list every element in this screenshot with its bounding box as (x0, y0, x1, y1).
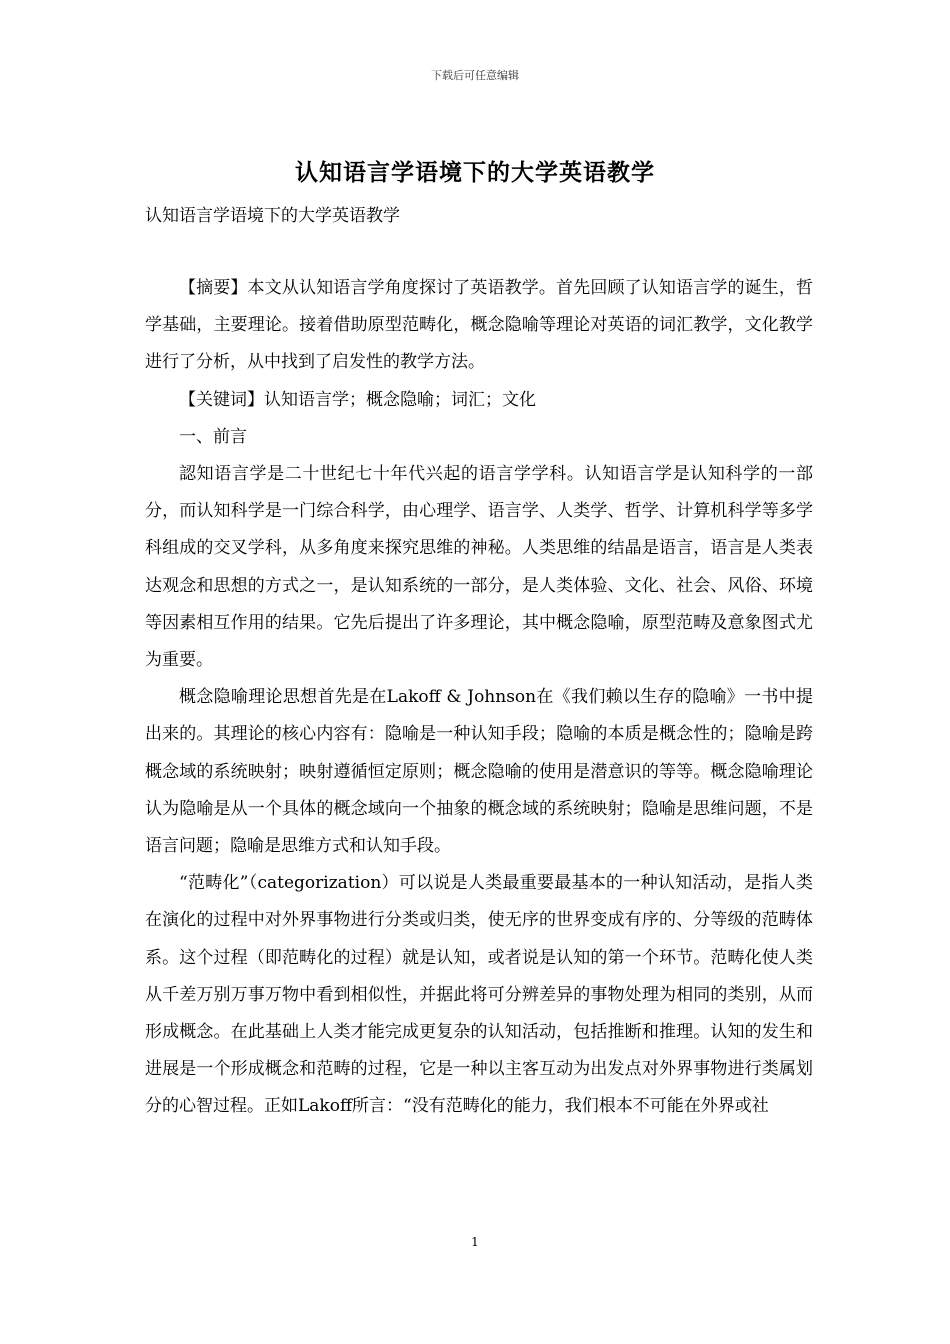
section-heading: 一、前言 (179, 426, 247, 447)
abstract-paragraph: 【摘要】本文从认知语言学角度探讨了英语教学。首先回顾了认知语言学的诞生，哲学基础，主要理论。接着借助原型范畴化，概念隐喻等理论对英语的词汇教学，文化教学进行了分析，从中找到了启发性的教学方法。 (145, 278, 813, 373)
body-paragraph: “范畴化”（categorization）可以说是人类最重要最基本的一种认知活动，是指人类在演化的过程中对外界事物进行分类或归类，使无序的世界变成有序的、分等级的范畴体系。这个过程（即范畴化的过程）就是认知，或者说是认知的第一个环节。范畴化使人类从千差万别万事万物中看到相似性，并据此将可分辨差异的事物处理为相同的类别，从而形成概念。在此基础上人类才能完成更复杂的认知活动，包括推断和推理。认知的发生和进展是一个形成概念和范畴的过程，它是一种以主客互动为出发点对外界事物进行类属划分的心智过程。正如Lakoff所言：“没有范畴化的能力，我们根本不可能在外界或社 (145, 873, 813, 1117)
document-body (145, 270, 813, 1126)
document-subtitle: 认知语言学语境下的大学英语教学 (145, 206, 400, 226)
page-header: 下载后可任意编辑 (431, 69, 519, 82)
page-number: 1 (471, 1235, 479, 1249)
document-title: 认知语言学语境下的大学英语教学 (295, 159, 655, 186)
body-paragraph: 概念隐喻理论思想首先是在Lakoff & Johnson在《我们赖以生存的隐喻》一书中提出来的。其理论的核心内容有：隐喻是一种认知手段；隐喻的本质是概念性的；隐喻是跨概念域的系统映射；映射遵循恒定原则；概念隐喻的使用是潜意识的等等。概念隐喻理论认为隐喻是从一个具体的概念域向一个抽象的概念域的系统映射；隐喻是思维问题，不是语言问题；隐喻是思维方式和认知手段。 (145, 687, 813, 857)
body-paragraph: 認知语言学是二十世纪七十年代兴起的语言学学科。认知语言学是认知科学的一部分，而认知科学是一门综合科学，由心理学、语言学、人类学、哲学、计算机科学等多学科组成的交叉学科，从多角度来探究思维的神秘。人类思维的结晶是语言，语言是人类表达观念和思想的方式之一，是认知系统的一部分，是人类体验、文化、社会、风俗、环境等因素相互作用的结果。它先后提出了许多理论，其中概念隐喻，原型范畴及意象图式尤为重要。 (145, 464, 813, 671)
keywords-paragraph: 【关键词】认知语言学；概念隐喻；词汇；文化 (179, 389, 536, 410)
